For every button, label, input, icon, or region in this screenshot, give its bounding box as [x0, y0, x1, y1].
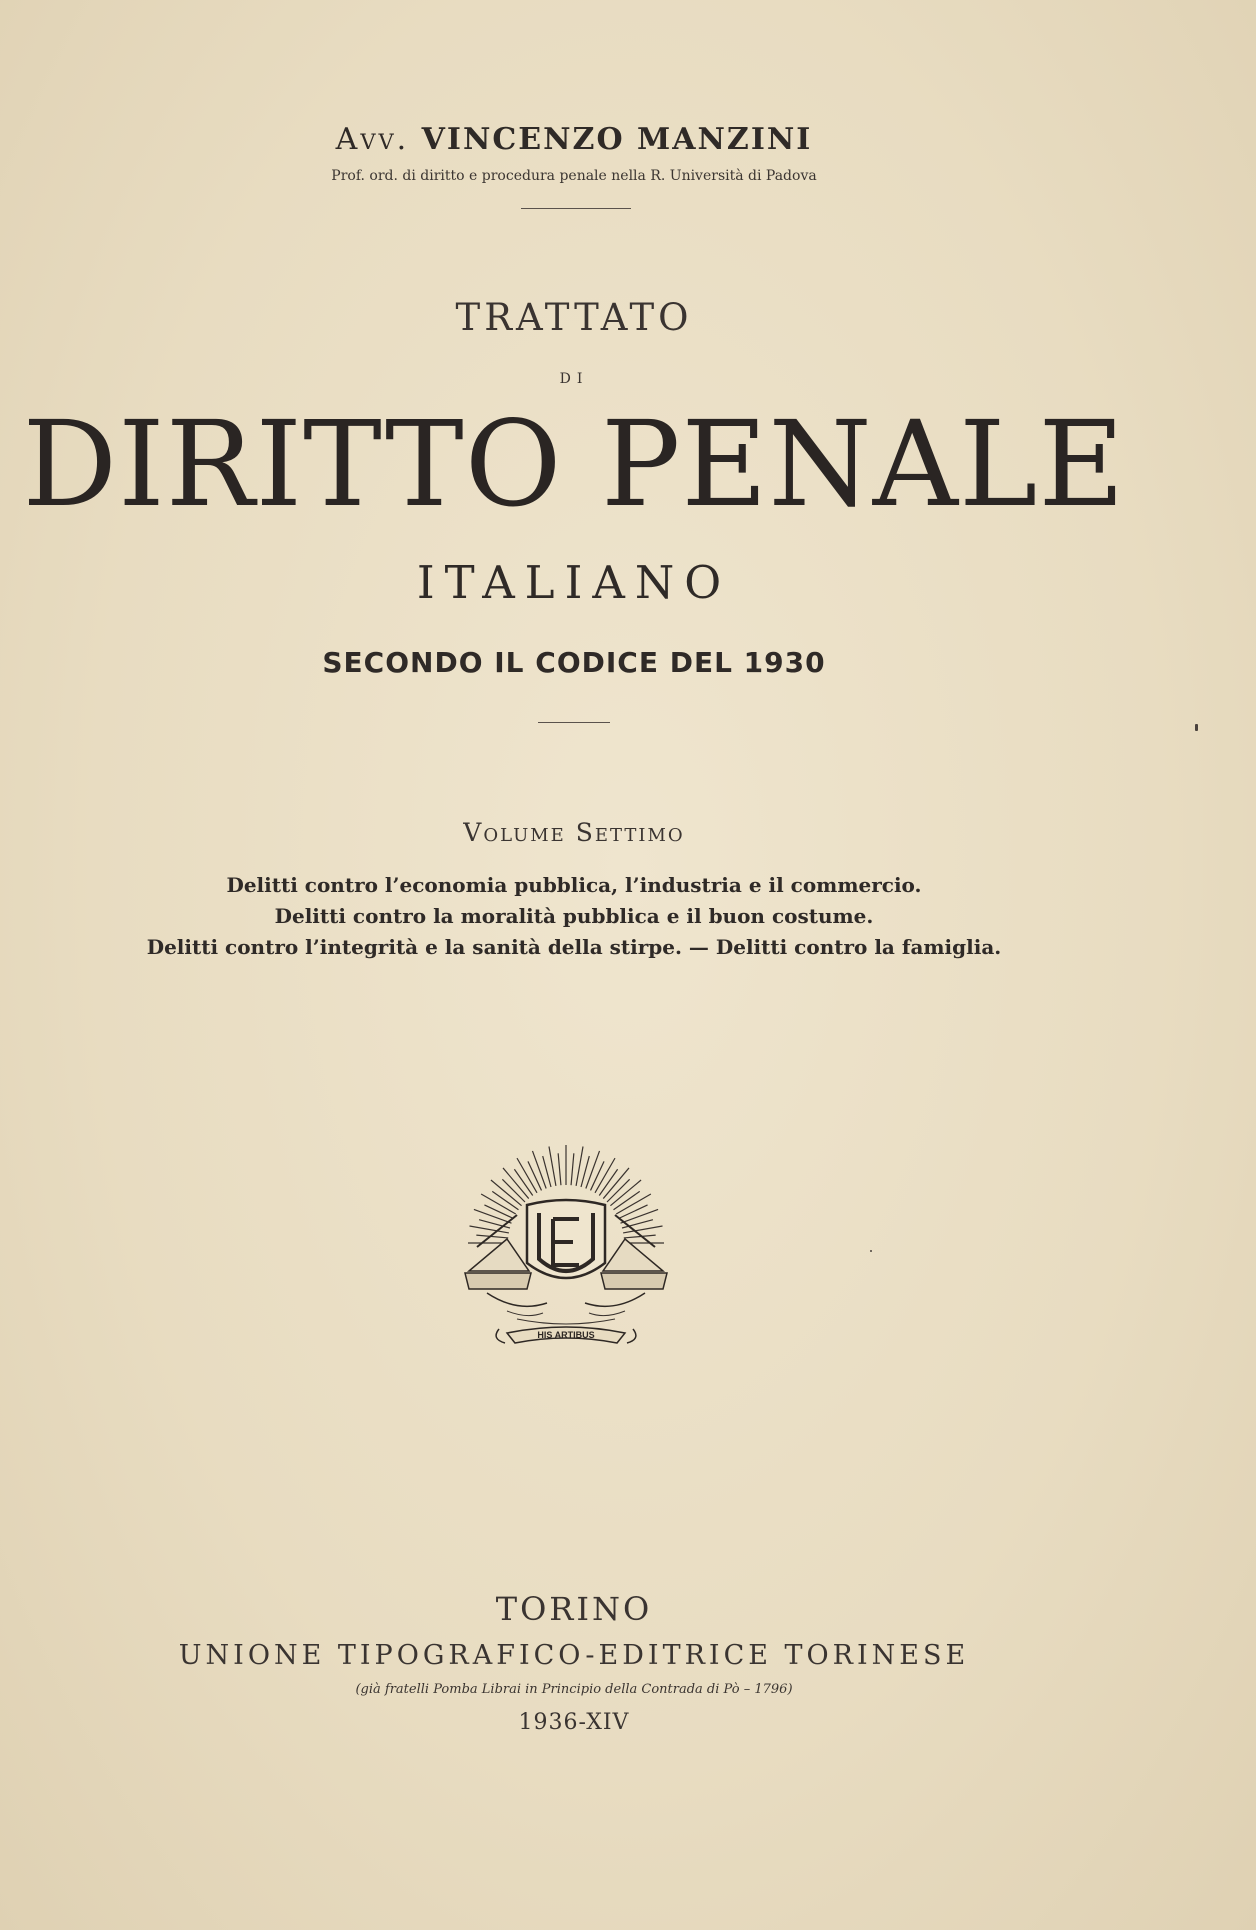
imprint-publisher: UNIONE TIPOGRAFICO-EDITRICE TORINESE — [178, 1640, 970, 1671]
paper-speck — [870, 1250, 872, 1252]
emblem-ray — [571, 1153, 574, 1185]
imprint-year-line — [0, 1710, 1148, 1735]
author-name: VINCENZO MANZINI — [421, 122, 813, 157]
paper-speck — [1195, 724, 1198, 731]
imprint-city: TORINO — [495, 1590, 653, 1628]
imprint-former-name: (già fratelli Pomba Librai in Principio della Contrada di Pò – 1796) — [355, 1682, 793, 1697]
author-affiliation: Prof. ord. di diritto e procedura penale nella R. Università di Padova — [331, 168, 817, 184]
emblem-ray — [591, 1161, 605, 1190]
emblem-ray — [549, 1146, 556, 1185]
emblem-ray — [619, 1205, 648, 1219]
volume-label: Volume Settimo — [463, 818, 685, 847]
contents-line: Delitti contro l’integrità e la sanità della stirpe. — Delitti contro la famiglia. — [146, 935, 1002, 959]
author-line — [0, 122, 1148, 157]
publisher-emblem-icon — [447, 1143, 685, 1375]
edition-note: SECONDO IL CODICE DEL 1930 — [322, 646, 826, 679]
imprint-year: 1936 — [518, 1710, 579, 1735]
emblem-ray — [576, 1146, 583, 1185]
title-connector: DI — [559, 371, 589, 387]
emblem-ray — [532, 1151, 546, 1189]
emblem-ray — [484, 1205, 513, 1219]
emblem-motto: HIS ARTIBUS — [537, 1330, 595, 1340]
divider-rule — [521, 208, 631, 209]
emblem-ray — [474, 1209, 512, 1223]
title-pre: TRATTATO — [455, 296, 693, 339]
emblem-ray — [586, 1151, 600, 1189]
emblem-ray — [558, 1153, 561, 1185]
contents-line: Delitti contro la moralità pubblica e il buon costume. — [274, 904, 874, 928]
volume-contents — [0, 870, 1148, 963]
author-prefix: Avv. — [335, 122, 410, 157]
emblem-ray — [621, 1209, 659, 1223]
imprint-year-era: -XIV — [578, 1710, 630, 1735]
emblem-ray — [528, 1161, 542, 1190]
contents-line: Delitti contro l’economia pubblica, l’industria e il commercio. — [226, 873, 922, 897]
divider-rule — [538, 722, 610, 723]
title-sub: ITALIANO — [416, 556, 732, 609]
main-title: DIRITTO PENALE — [22, 395, 1126, 533]
